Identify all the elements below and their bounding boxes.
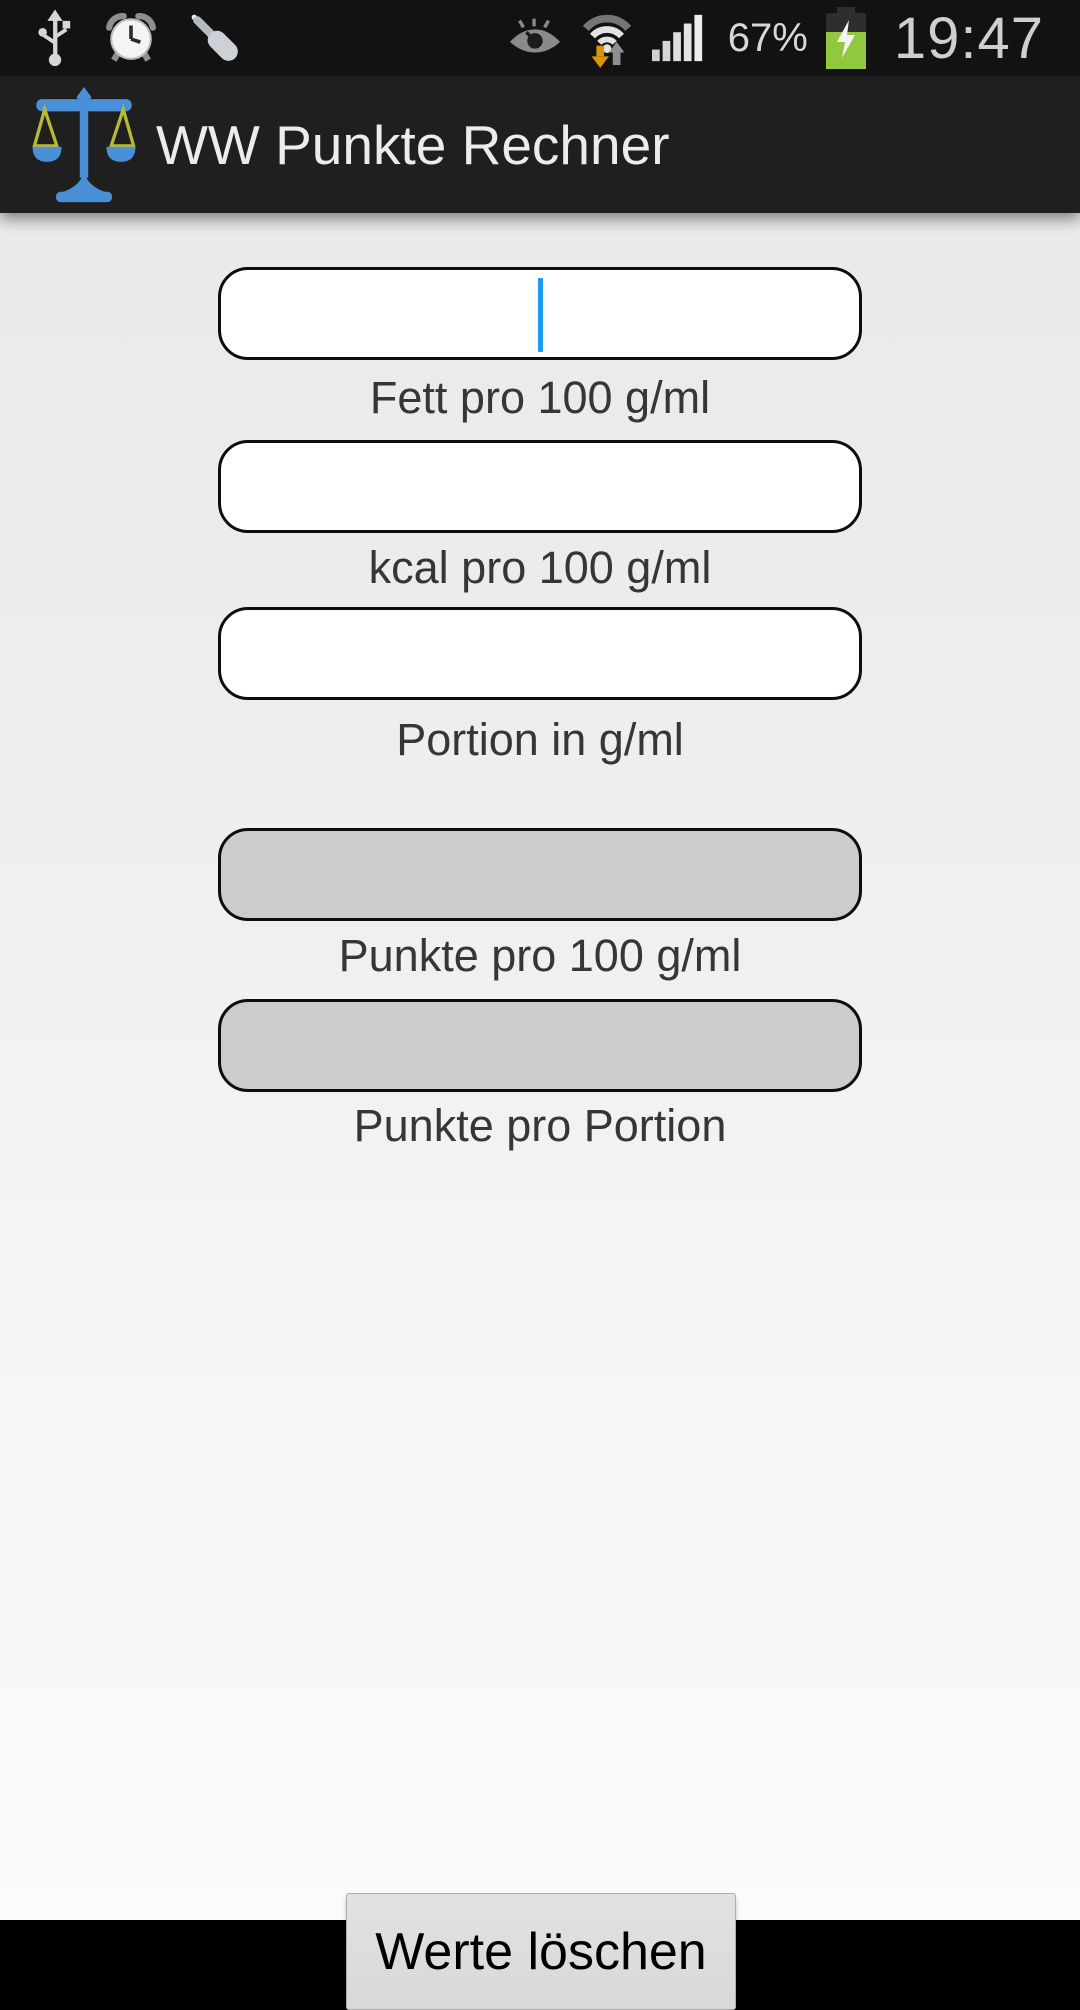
portion-input[interactable] (218, 607, 862, 700)
battery-percent-text: 67% (727, 15, 808, 60)
punkte-100-output (218, 828, 862, 921)
kcal-label: kcal pro 100 g/ml (368, 542, 712, 593)
kcal-input[interactable] (218, 440, 862, 533)
punkte-100-label: Punkte pro 100 g/ml (338, 930, 742, 981)
punkte-portion-label: Punkte pro Portion (353, 1100, 727, 1151)
clock-text: 19:47 (893, 5, 1044, 71)
app-title-bar (0, 76, 1080, 213)
signal-strength-icon (652, 14, 706, 62)
punkte-portion-output (218, 999, 862, 1092)
battery-charging-icon (826, 7, 866, 69)
app-title-text: WW Punkte Rechner (156, 113, 670, 176)
fett-label: Fett pro 100 g/ml (369, 372, 711, 423)
alarm-icon (106, 12, 156, 64)
status-bar-left (36, 9, 242, 67)
text-cursor (538, 278, 543, 352)
status-bar-right (508, 5, 1044, 72)
wifi-updown-icon (580, 8, 634, 68)
portion-label: Portion in g/ml (396, 714, 684, 765)
main-content (0, 213, 1080, 1981)
usb-icon (36, 9, 74, 67)
screwdriver-icon (188, 11, 242, 65)
balance-scale-icon (32, 87, 136, 203)
smart-stay-eye-icon (508, 18, 562, 58)
clear-values-button[interactable]: Werte löschen (346, 1893, 736, 2010)
status-bar (0, 0, 1080, 76)
